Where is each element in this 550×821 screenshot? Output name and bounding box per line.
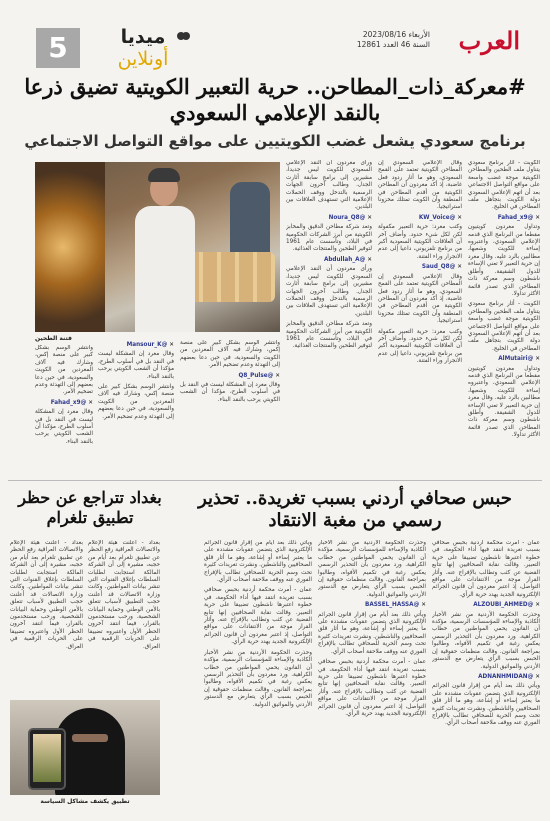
- lead-col3-para1: ورأى مغردون أن النقد الإعلامي السعودي للكويت ليس جديدا، مشيرين إلى برامج سابقة أثارت الجدل. وطالب آخرون الجهات الرسمية بالتدخل ووقف الحملات الإعلامية التي تستهدف العلاقات بين البلدين.: [286, 160, 372, 211]
- date-line: الأربعاء 2023/08/16: [362, 30, 430, 39]
- tweet-handle: ✕ @Q8_Pulse: [180, 373, 280, 380]
- story3-column-2: [88, 540, 160, 695]
- lead-column-1: [468, 160, 540, 470]
- story2-column-3: [204, 540, 312, 815]
- phone-screen: [33, 734, 61, 782]
- section-divider: [8, 480, 542, 481]
- tweet-handle: ✕ @Abdullah_A: [286, 257, 372, 264]
- lead-col2-para2b: وكتب مغرد: حرية التعبير مكفولة لكن لكل شيء حدود. وأضاف آخر أن العلاقات الكويتية السعودية أكبر من برنامج تلفزيوني، داعيا إلى عدم الانجرار وراء الفتنة.: [378, 328, 462, 365]
- story2-col3-textb: عمان - أمرت محكمة أردنية بحبس صحافي بسبب تغريدة انتقد فيها أداء الحكومة، في خطوة اعتبرها ناشطون تضييقا على حرية التعبير. وقالت نقابة الصحافيين إنها تتابع القضية عن كثب وتطالب بالإفراج عنه. وأثار القرار موجة من الانتقادات على مواقع التواصل، إذ اعتبر مغردون أن قانون الجرائم الإلكترونية الجديد يهدد حرية الرأي.: [204, 587, 312, 646]
- lead-column-2: [378, 160, 462, 470]
- story2-headline: حبس صحافي أردني بسبب تغريدة.. تحذير رسمي من مغبة الانتقاد: [198, 488, 512, 531]
- baker-body: [135, 206, 195, 332]
- section-title-line1: ميديا: [120, 26, 166, 48]
- story2-col1-textb: وحذرت الحكومة الأردنية من نشر الأخبار الكاذبة والإساءة للمؤسسات الرسمية، مؤكدة أن القانون يحمي المواطنين من خطاب الكراهية. ورد مغردون بأن التحذير الرسمي يعكس رغبة في تكميم الأفواه، وطالبوا بمراجعة القانون. وقالت منظمات حقوقية إن الحبس بسبب الرأي يتعارض مع الدستور الأردني والمواثيق الدولية.: [432, 611, 540, 670]
- lead-column-4: [180, 340, 280, 476]
- lead-column-5: [98, 340, 174, 476]
- story2-col3-textc: وحذرت الحكومة الأردنية من نشر الأخبار الكاذبة والإساءة للمؤسسات الرسمية، مؤكدة أن القانون يحمي المواطنين من خطاب الكراهية. ورد مغردون بأن التحذير الرسمي يعكس رغبة في تكميم الأفواه، وطالبوا بمراجعة القانون. وقالت منظمات حقوقية إن الحبس بسبب الرأي يتعارض مع الدستور الأردني والمواثيق الدولية.: [204, 649, 312, 708]
- lead-col4-para2: وقال مغرد إن المشكلة ليست في النقد بل في أسلوب الطرح، مؤكدا أن الشعب الكويتي يرحب بالنقد البناء.: [180, 382, 280, 403]
- masthead: [8, 18, 542, 68]
- lead-col2-para2: وكتب مغرد: حرية التعبير مكفولة لكن لكل شيء حدود. وأضاف آخر أن العلاقات الكويتية السعودية أكبر من برنامج تلفزيوني، داعيا إلى عدم الانجرار وراء الفتنة.: [378, 224, 462, 260]
- page-number: 5: [36, 28, 80, 68]
- baker-cap: [148, 168, 180, 182]
- worker-shape: [230, 182, 270, 252]
- phone-shape: [28, 728, 66, 790]
- story3-text: بغداد - أعلنت هيئة الإعلام والاتصالات العراقية رفع الحظر عن تطبيق تلغرام بعد أيام من حجبه، مشيرة إلى أن الشركة المالكة استجابت لطلبات السلطات بإغلاق القنوات التي تنشر بيانات المواطنين. وكانت وزارة الاتصالات قد أعلنت حجب التطبيق لأسباب تتعلق بالأمن الوطني وحماية البيانات الشخصية. ورحب مستخدمون بالقرار، فيما انتقد آخرون الحظر الأول واعتبروه تضييقا على الحريات الرقمية في العراق.: [10, 540, 83, 650]
- lead-col5-para1: وقال مغرد إن المشكلة ليست في النقد بل في أسلوب الطرح، مؤكدا أن الشعب الكويتي يرحب بالنقد البناء.: [98, 351, 174, 380]
- tweet-handle: ✕ @Fahad_x9: [35, 400, 93, 407]
- lead-col1-para2: وتداول مغردون كويتيون مقطعا من البرنامج الذي قدمه الإعلامي السعودي، واعتبروه إساءة للكويت وشعبها، مطالبين بالرد عليه. وقال مغرد إن حرية التعبير لا تعني الإساءة للدول الشقيقة. وأطلق ناشطون وسم معركة ذات المطاحن الذي تصدر قائمة الأكثر تداولا.: [468, 224, 540, 297]
- telegram-photo: [10, 700, 160, 795]
- lead-col1-para2b: وتداول مغردون كويتيون مقطعا من البرنامج الذي قدمه الإعلامي السعودي، واعتبروه إساءة للكويت وشعبها، مطالبين بالرد عليه. وقال مغرد إن حرية التعبير لا تعني الإساءة للدول الشقيقة. وأطلق ناشطون وسم معركة ذات المطاحن الذي تصدر قائمة الأكثر تداولا.: [468, 365, 540, 439]
- story2-col1-textc: ويأتي ذلك بعد أيام من إقرار قانون الجرائم الإلكترونية الذي يتضمن عقوبات مشددة على ما يعتبر إساءة أو إشاعة، وهو ما أثار قلق الصحافيين والناشطين. ونشرت تغريدات كثيرة تحت وسم الحرية للصحافي تطالب بالإفراج الفوري عنه ووقف ملاحقة أصحاب الرأي.: [432, 683, 540, 727]
- story2-col2-textc: عمان - أمرت محكمة أردنية بحبس صحافي بسبب تغريدة انتقد فيها أداء الحكومة، في خطوة اعتبرها ناشطون تضييقا على حرية التعبير. وقالت نقابة الصحافيين إنها تتابع القضية عن كثب وتطالب بالإفراج عنه. وأثار القرار موجة من الانتقادات على مواقع التواصل، إذ اعتبر مغردون أن قانون الجرائم الإلكترونية الجديد يهدد حرية الرأي.: [318, 659, 426, 717]
- story3-headline: بغداد تتراجع عن حظر تطبيق تلغرام: [18, 488, 162, 527]
- section-title-line2: أونلاين: [117, 48, 169, 70]
- story2-col2-text: وحذرت الحكومة الأردنية من نشر الأخبار الكاذبة والإساءة للمؤسسات الرسمية، مؤكدة أن القانون يحمي المواطنين من خطاب الكراهية. ورد مغردون بأن التحذير الرسمي يعكس رغبة في تكميم الأفواه، وطالبوا بمراجعة القانون. وقالت منظمات حقوقية إن الحبس بسبب الرأي يتعارض مع الدستور الأردني والمواثيق الدولية.: [318, 540, 426, 598]
- story2-col1-text: عمان - أمرت محكمة أردنية بحبس صحافي بسبب تغريدة انتقد فيها أداء الحكومة، في خطوة اعتبرها ناشطون تضييقا على حرية التعبير. وقالت نقابة الصحافيين إنها تتابع القضية عن كثب وتطالب بالإفراج عنه. وأثار القرار موجة من الانتقادات على مواقع التواصل، إذ اعتبر مغردون أن قانون الجرائم الإلكترونية الجديد يهدد حرية الرأي.: [432, 540, 540, 598]
- tweet-handle: ✕ @KW_Voice: [378, 215, 462, 222]
- date-block: [340, 30, 430, 50]
- lead-column-6: [35, 345, 93, 476]
- tweet-handle: ✕ @ALZOUBI_AHMED: [432, 602, 540, 609]
- tweet-handle: ✕ @BASSEL_HASSA: [318, 602, 426, 609]
- lead-col2-para1: وقال الإعلامي السعودي إن المطاحن الكويتية تعتمد على القمح السعودي، وهو ما أثار ردود فعل غاضبة، إذ أكد مغردون أن المطاحن الكويتية من أقدم المطاحن في المنطقة وأن الكويت تمتلك مخزونا استراتيجيا.: [378, 160, 462, 211]
- lead-col1-para1: الكويت - أثار برنامج سعودي يتناول ملف الطحين والمطاحن الكويتية موجة غضب واسعة على مواقع التواصل الاجتماعي بعد أن اتهم الإعلامي السعودي دولة الكويت بتجاهل ملف المطاحن في الخليج.: [468, 160, 540, 211]
- lead-col6-para1: وانتشر الوسم بشكل كبير على منصة إكس، وشارك فيه آلاف المغردين من الكويت والسعودية، في حين دعا بعضهم إلى التهدئة وعدم تضخيم الأمر.: [35, 345, 93, 396]
- story3-textb: بغداد - أعلنت هيئة الإعلام والاتصالات العراقية رفع الحظر عن تطبيق تلغرام بعد أيام من حجبه، مشيرة إلى أن الشركة المالكة استجابت لطلبات السلطات بإغلاق القنوات التي تنشر بيانات المواطنين. وكانت وزارة الاتصالات قد أعلنت حجب التطبيق لأسباب تتعلق بالأمن الوطني وحماية البيانات الشخصية. ورحب مستخدمون بالقرار، فيما انتقد آخرون الحظر الأول واعتبروه تضييقا على الحريات الرقمية في العراق.: [88, 540, 160, 650]
- story2-col2-textb: ويأتي ذلك بعد أيام من إقرار قانون الجرائم الإلكترونية الذي يتضمن عقوبات مشددة على ما يعتبر إساءة أو إشاعة، وهو ما أثار قلق الصحافيين والناشطين. ونشرت تغريدات كثيرة تحت وسم الحرية للصحافي تطالب بالإفراج الفوري عنه ووقف ملاحقة أصحاب الرأي.: [318, 611, 426, 655]
- story3-column-1: [10, 540, 83, 695]
- lead-col6-para2: وقال مغرد إن المشكلة ليست في النقد بل في أسلوب الطرح، مؤكدا أن الشعب الكويتي يرحب بالنقد البناء.: [35, 409, 93, 445]
- lead-headline: #معركة_ذات_المطاحن.. حرية التعبير الكويتية تضيق ذرعا بالنقد الإعلامي السعودي: [24, 74, 526, 125]
- tweet-handle: ✕ @AlMutairi: [468, 356, 540, 363]
- story2-column-2: [318, 540, 426, 815]
- story2-col3-text: ويأتي ذلك بعد أيام من إقرار قانون الجرائم الإلكترونية الذي يتضمن عقوبات مشددة على ما يعتبر إساءة أو إشاعة، وهو ما أثار قلق الصحافيين والناشطين. ونشرت تغريدات كثيرة تحت وسم الحرية للصحافي تطالب بالإفراج الفوري عنه ووقف ملاحقة أصحاب الرأي.: [204, 540, 312, 584]
- bakery-photo: [35, 162, 280, 332]
- oven-shape: [35, 162, 105, 332]
- tweet-handle: ✕ @Noura_Q8: [286, 215, 372, 222]
- lead-col4-para1: وانتشر الوسم بشكل كبير على منصة إكس، وشارك فيه آلاف المغردين من الكويت والسعودية، في حين دعا بعضهم إلى التهدئة وعدم تضخيم الأمر.: [180, 340, 280, 369]
- woman-eyes: [72, 734, 108, 742]
- lead-column-3: [286, 160, 372, 470]
- issue-line: السنة 46 العدد 12861: [356, 40, 430, 49]
- speech-bubble-icon: [176, 30, 190, 44]
- bakery-photo-caption: فتنة الطحين: [35, 335, 72, 342]
- lead-col3-para2: وتعد شركة مطاحن الدقيق والمخابز الكويتية من أبرز الشركات الحكومية في البلاد، وتأسست عام 1961 لتوفير الطحين والمنتجات الغذائية.: [286, 224, 372, 253]
- lead-col1-para1b: الكويت - أثار برنامج سعودي يتناول ملف الطحين والمطاحن الكويتية موجة غضب واسعة على مواقع التواصل الاجتماعي بعد أن اتهم الإعلامي السعودي دولة الكويت بتجاهل ملف المطاحن في الخليج.: [468, 301, 540, 352]
- lead-col2-para1b: وقال الإعلامي السعودي إن المطاحن الكويتية تعتمد على القمح السعودي، وهو ما أثار ردود فعل غاضبة، إذ أكد مغردون أن المطاحن الكويتية من أقدم المطاحن في المنطقة وأن الكويت تمتلك مخزونا استراتيجيا.: [378, 273, 462, 325]
- lead-subheadline: برنامج سعودي يشعل غضب الكويتيين على مواقع التواصل الاجتماعي: [24, 132, 526, 150]
- tweet-handle: ✕ @Mansour_K: [98, 342, 174, 349]
- story2-column-1: [432, 540, 540, 815]
- lead-col3-para1b: ورأى مغردون أن النقد الإعلامي السعودي للكويت ليس جديدا، مشيرين إلى برامج سابقة أثارت الجدل. وطالب آخرون الجهات الرسمية بالتدخل ووقف الحملات الإعلامية التي تستهدف العلاقات بين البلدين.: [286, 266, 372, 317]
- tweet-handle: ✕ @Saud_Q8: [378, 264, 462, 271]
- tweet-handle: ✕ @Fahad_x9: [468, 215, 540, 222]
- lead-col5-para2: وانتشر الوسم بشكل كبير على منصة إكس، وشارك فيه آلاف المغردين من الكويت والسعودية، في حين دعا بعضهم إلى التهدئة وعدم تضخيم الأمر.: [98, 384, 174, 420]
- newspaper-logo: العرب: [458, 26, 520, 55]
- tweet-handle: ✕ @ADNANHMIDAN: [432, 674, 540, 681]
- telegram-photo-caption: تطبيق يكشف مشاكل السياسة: [40, 798, 130, 805]
- lead-col3-para2b: وتعد شركة مطاحن الدقيق والمخابز الكويتية من أبرز الشركات الحكومية في البلاد، وتأسست عام 1961 لتوفير الطحين والمنتجات الغذائية.: [286, 321, 372, 350]
- baker-figure: [130, 172, 200, 332]
